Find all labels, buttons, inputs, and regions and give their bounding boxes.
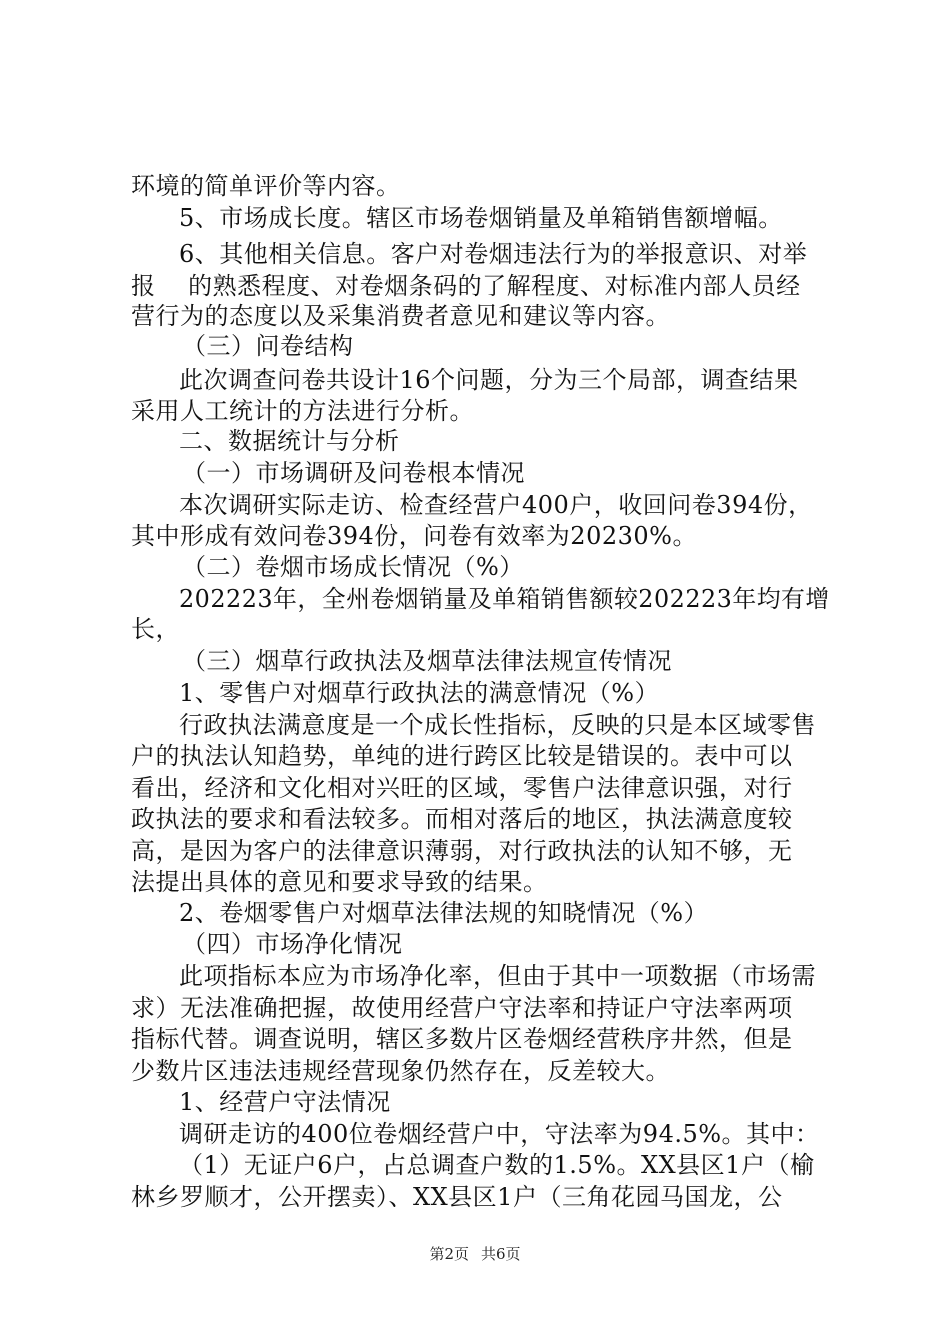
text-line: 长， — [131, 615, 180, 643]
text-line: 二、数据统计与分析 — [179, 427, 400, 455]
text-line: 其中形成有效问卷394份，问卷有效率为20230%。 — [131, 522, 697, 550]
text-line: （三）问卷结构 — [182, 332, 354, 360]
page-footer — [0, 1244, 950, 1264]
text-line: 采用人工统计的方法进行分析。 — [131, 397, 474, 425]
text-line: 1、零售户对烟草行政执法的满意情况（%） — [179, 679, 660, 707]
text-line: 1、经营户守法情况 — [179, 1088, 391, 1116]
page-total: 共6页 — [481, 1245, 521, 1263]
text-line: 行政执法满意度是一个成长性指标，反映的只是本区域零售 — [179, 711, 816, 739]
text-line: 此次调查问卷共设计16个问题，分为三个局部，调查结果 — [179, 366, 799, 394]
page-number: 第2页 — [429, 1245, 469, 1263]
text-line: 202223年，全州卷烟销量及单箱销售额较202223年均有增 — [179, 585, 830, 613]
text-line: 2、卷烟零售户对烟草法律法规的知晓情况（%） — [179, 899, 709, 927]
text-line: 此项指标本应为市场净化率，但由于其中一项数据（市场需 — [179, 962, 816, 990]
text-line: 指标代替。调查说明，辖区多数片区卷烟经营秩序井然，但是 — [131, 1025, 793, 1053]
text-line: （四）市场净化情况 — [182, 930, 403, 958]
text-line: 报 的熟悉程度、对卷烟条码的了解程度、对标准内部人员经 — [131, 272, 801, 300]
text-line: 看出，经济和文化相对兴旺的区域，零售户法律意识强，对行 — [131, 774, 793, 802]
text-line: 高，是因为客户的法律意识薄弱，对行政执法的认知不够，无 — [131, 837, 793, 865]
text-line: 5、市场成长度。辖区市场卷烟销量及单箱销售额增幅。 — [179, 204, 783, 232]
text-line: 本次调研实际走访、检查经营户400户，收回问卷394份， — [179, 491, 813, 519]
text-line: （1）无证户6户，占总调查户数的1.5%。XX县区1户（榆 — [179, 1151, 815, 1179]
text-line: 求）无法准确把握，故使用经营户守法率和持证户守法率两项 — [131, 994, 793, 1022]
text-line: （三）烟草行政执法及烟草法律法规宣传情况 — [182, 647, 672, 675]
text-line: 环境的简单评价等内容。 — [131, 172, 401, 200]
text-line: 户的执法认知趋势，单纯的进行跨区比较是错误的。表中可以 — [131, 742, 793, 770]
text-line: 法提出具体的意见和要求导致的结果。 — [131, 868, 548, 896]
text-line: （一）市场调研及问卷根本情况 — [182, 459, 525, 487]
text-line: 调研走访的400位卷烟经营户中，守法率为94.5%。其中： — [179, 1120, 820, 1148]
text-line: 营行为的态度以及采集消费者意见和建议等内容。 — [131, 302, 670, 330]
text-line: 6、其他相关信息。客户对卷烟违法行为的举报意识、对举 — [179, 240, 808, 268]
text-line: 政执法的要求和看法较多。而相对落后的地区，执法满意度较 — [131, 805, 793, 833]
text-line: 林乡罗顺才，公开摆卖）、XX县区1户（三角花园马国龙，公 — [131, 1183, 783, 1211]
text-line: （二）卷烟市场成长情况（%） — [182, 553, 524, 581]
text-line: 少数片区违法违规经营现象仍然存在，反差较大。 — [131, 1057, 670, 1085]
